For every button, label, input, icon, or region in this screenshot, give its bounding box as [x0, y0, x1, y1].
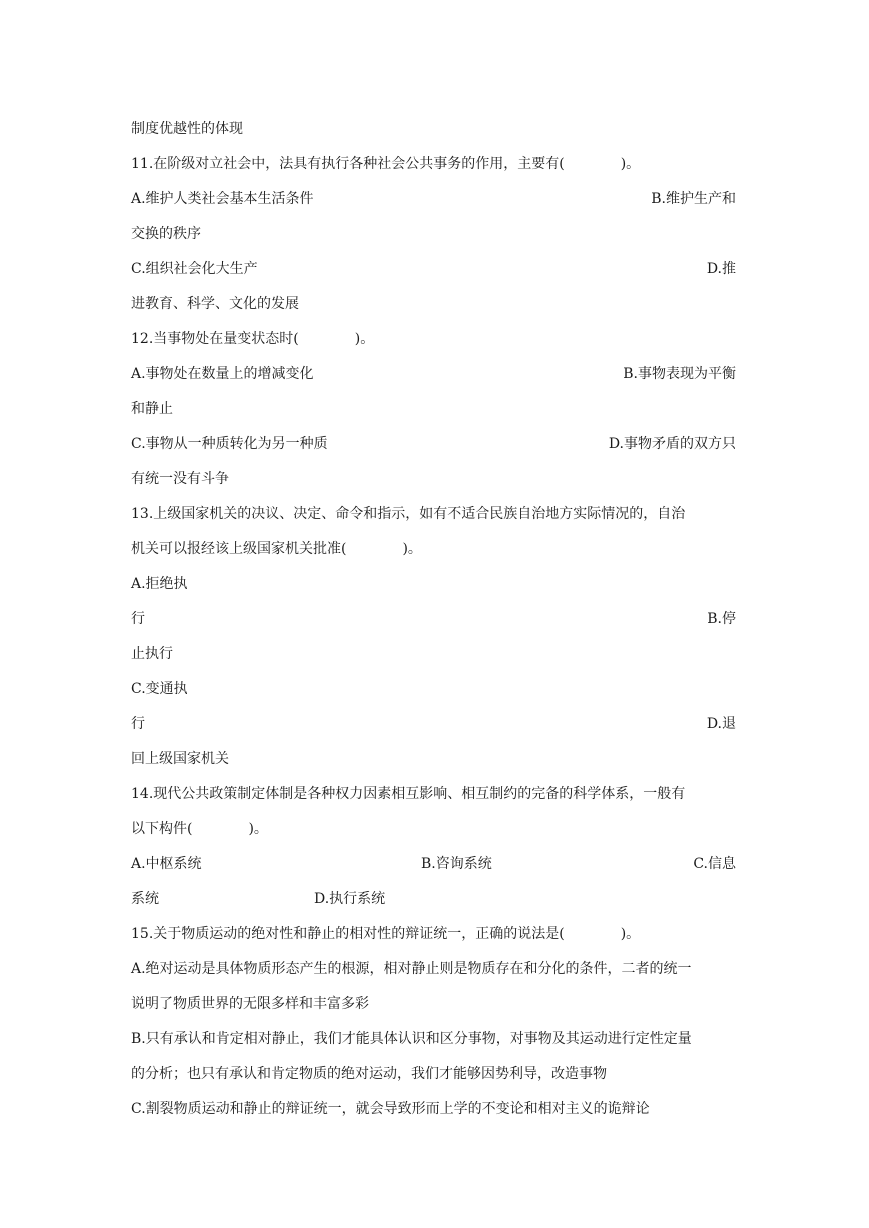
option-text: B.咨询系统	[421, 856, 492, 872]
line-text: C.割裂物质运动和静止的辩证统一，就会导致形而上学的不变论和相对主义的诡辩论	[131, 1101, 650, 1117]
line-text: A.中枢系统	[131, 856, 202, 872]
line-text: 回上级国家机关	[131, 751, 229, 767]
line-text: 止执行	[131, 646, 173, 662]
text-line	[131, 993, 736, 1015]
text-line	[131, 888, 736, 910]
text-line	[131, 818, 736, 840]
line-text: 行	[131, 611, 145, 627]
text-line	[131, 923, 736, 945]
line-text: A.事物处在数量上的增减变化	[131, 366, 314, 382]
line-text: 12.当事物处在量变状态时( )。	[131, 331, 375, 347]
line-text: 交换的秩序	[131, 226, 201, 242]
text-line	[131, 188, 736, 210]
text-line	[131, 958, 736, 980]
text-line	[131, 503, 736, 525]
text-line	[131, 293, 736, 315]
text-line	[131, 1028, 736, 1050]
text-line	[131, 783, 736, 805]
line-text: 有统一没有斗争	[131, 471, 229, 487]
text-line	[131, 363, 736, 385]
text-line	[131, 538, 736, 560]
line-text: C.组织社会化大生产	[131, 261, 258, 277]
option-text: D.推	[706, 261, 736, 277]
text-line	[131, 678, 736, 700]
text-line	[131, 1063, 736, 1085]
option-text: B.事物表现为平衡	[623, 366, 736, 382]
text-line	[131, 643, 736, 665]
line-text: 的分析；也只有承认和肯定物质的绝对运动，我们才能够因势利导，改造事物	[131, 1066, 607, 1082]
line-text: B.只有承认和肯定相对静止，我们才能具体认识和区分事物，对事物及其运动进行定性定量	[131, 1031, 692, 1047]
line-text: 15.关于物质运动的绝对性和静止的相对性的辩证统一，正确的说法是( )。	[131, 926, 641, 942]
line-text: A.维护人类社会基本生活条件	[131, 191, 314, 207]
line-text: 机关可以报经该上级国家机关批准( )。	[131, 541, 422, 557]
text-line	[131, 468, 736, 490]
option-text: D.退	[706, 716, 736, 732]
option-text: B.停	[707, 611, 736, 627]
line-text: 说明了物质世界的无限多样和丰富多彩	[131, 996, 369, 1012]
line-text: 以下构件( )。	[131, 821, 268, 837]
line-text: 14.现代公共政策制定体制是各种权力因素相互影响、相互制约的完备的科学体系，一般有	[131, 786, 686, 802]
line-text: C.事物从一种质转化为另一种质	[131, 436, 328, 452]
line-text: 和静止	[131, 401, 173, 417]
text-line	[131, 433, 736, 455]
text-line	[131, 258, 736, 280]
option-text: C.信息	[693, 856, 736, 872]
line-text: A.绝对运动是具体物质形态产生的根源，相对静止则是物质存在和分化的条件，二者的统一	[131, 961, 692, 977]
text-line	[131, 748, 736, 770]
text-line	[131, 573, 736, 595]
text-line	[131, 398, 736, 420]
line-text: 进教育、科学、文化的发展	[131, 296, 299, 312]
line-text: 制度优越性的体现	[131, 121, 243, 137]
line-text: 13.上级国家机关的决议、决定、命令和指示，如有不适合民族自治地方实际情况的，自治	[131, 506, 686, 522]
text-line	[131, 328, 736, 350]
line-text: 行	[131, 716, 145, 732]
text-line	[131, 1098, 736, 1120]
line-text: 系统	[131, 891, 159, 907]
text-line	[131, 223, 736, 245]
text-line	[131, 153, 736, 175]
option-text: D.执行系统	[314, 891, 386, 907]
text-line	[131, 608, 736, 630]
line-text: A.拒绝执	[131, 576, 188, 592]
text-line	[131, 853, 736, 875]
option-text: B.维护生产和	[651, 191, 736, 207]
line-text: C.变通执	[131, 681, 188, 697]
text-line	[131, 713, 736, 735]
option-text: D.事物矛盾的双方只	[608, 436, 736, 452]
text-line	[131, 118, 736, 140]
line-text: 11.在阶级对立社会中，法具有执行各种社会公共事务的作用，主要有( )。	[131, 156, 641, 172]
